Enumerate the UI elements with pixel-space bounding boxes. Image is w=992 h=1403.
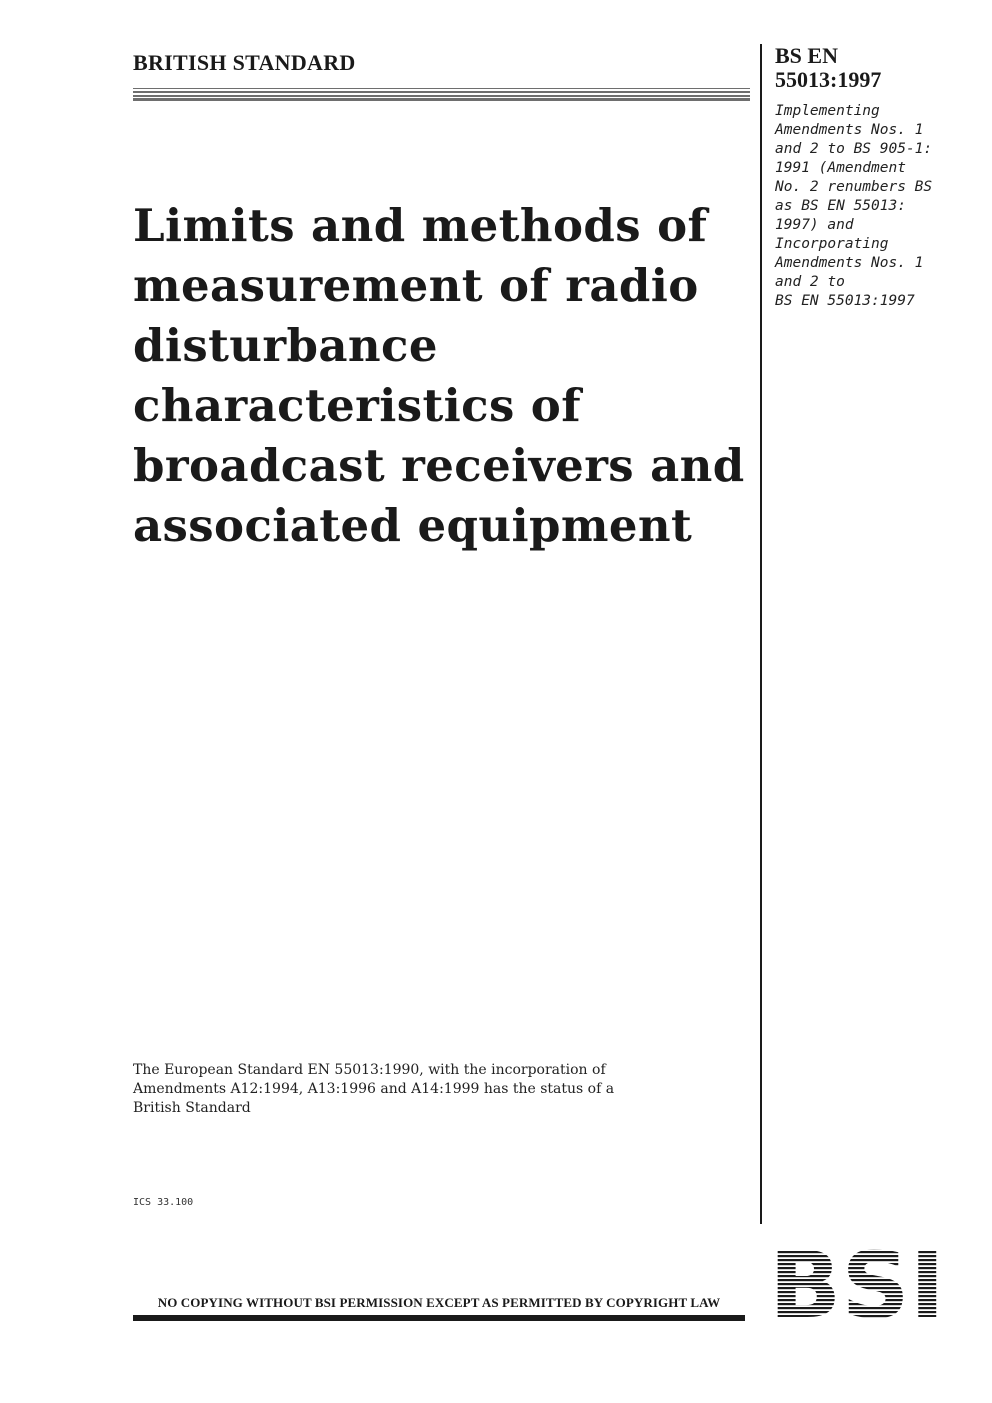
amendment-note-line: and 2 to BS 905-1: bbox=[775, 141, 933, 157]
amendment-note-line: No. 2 renumbers BS bbox=[775, 179, 933, 195]
title-line: associated equipment bbox=[133, 499, 693, 552]
amendment-note-line: Implementing bbox=[775, 103, 880, 119]
standard-number-line: BS EN bbox=[775, 43, 838, 68]
standard-number-line: 55013:1997 bbox=[775, 67, 882, 92]
status-line: British Standard bbox=[133, 1100, 251, 1116]
vertical-divider bbox=[760, 44, 762, 1224]
title-line: Limits and methods of bbox=[133, 199, 708, 252]
document-title bbox=[133, 196, 758, 556]
standard-number bbox=[775, 44, 975, 92]
amendment-note-line: and 2 to bbox=[775, 274, 845, 290]
amendment-note-line: 1997) and bbox=[775, 217, 854, 233]
title-line: broadcast receivers and bbox=[133, 439, 745, 492]
title-line: disturbance bbox=[133, 319, 438, 372]
amendment-note-line: as BS EN 55013: bbox=[775, 198, 906, 214]
status-line: The European Standard EN 55013:1990, with the incorporation of bbox=[133, 1062, 606, 1078]
amendment-note-line: Amendments Nos. 1 bbox=[775, 255, 924, 271]
status-statement bbox=[133, 1061, 693, 1118]
amendment-note-line: Amendments Nos. 1 bbox=[775, 122, 924, 138]
document-type-label: BRITISH STANDARD bbox=[133, 50, 356, 75]
ics-code: ICS 33.100 bbox=[133, 1197, 194, 1208]
status-line: Amendments A12:1994, A13:1996 and A14:1999 has the status of a bbox=[133, 1081, 615, 1097]
title-line: characteristics of bbox=[133, 379, 581, 432]
title-line: measurement of radio bbox=[133, 259, 699, 312]
amendment-note bbox=[775, 102, 945, 311]
amendment-note-line: BS EN 55013:1997 bbox=[775, 293, 915, 309]
amendment-note-line: Incorporating bbox=[775, 236, 889, 252]
bsi-logo-icon bbox=[768, 1243, 946, 1321]
copyright-rule bbox=[133, 1315, 745, 1321]
copyright-notice: NO COPYING WITHOUT BSI PERMISSION EXCEPT AS PERMITTED BY COPYRIGHT LAW bbox=[157, 1295, 721, 1310]
amendment-note-line: 1991 (Amendment bbox=[775, 160, 906, 176]
